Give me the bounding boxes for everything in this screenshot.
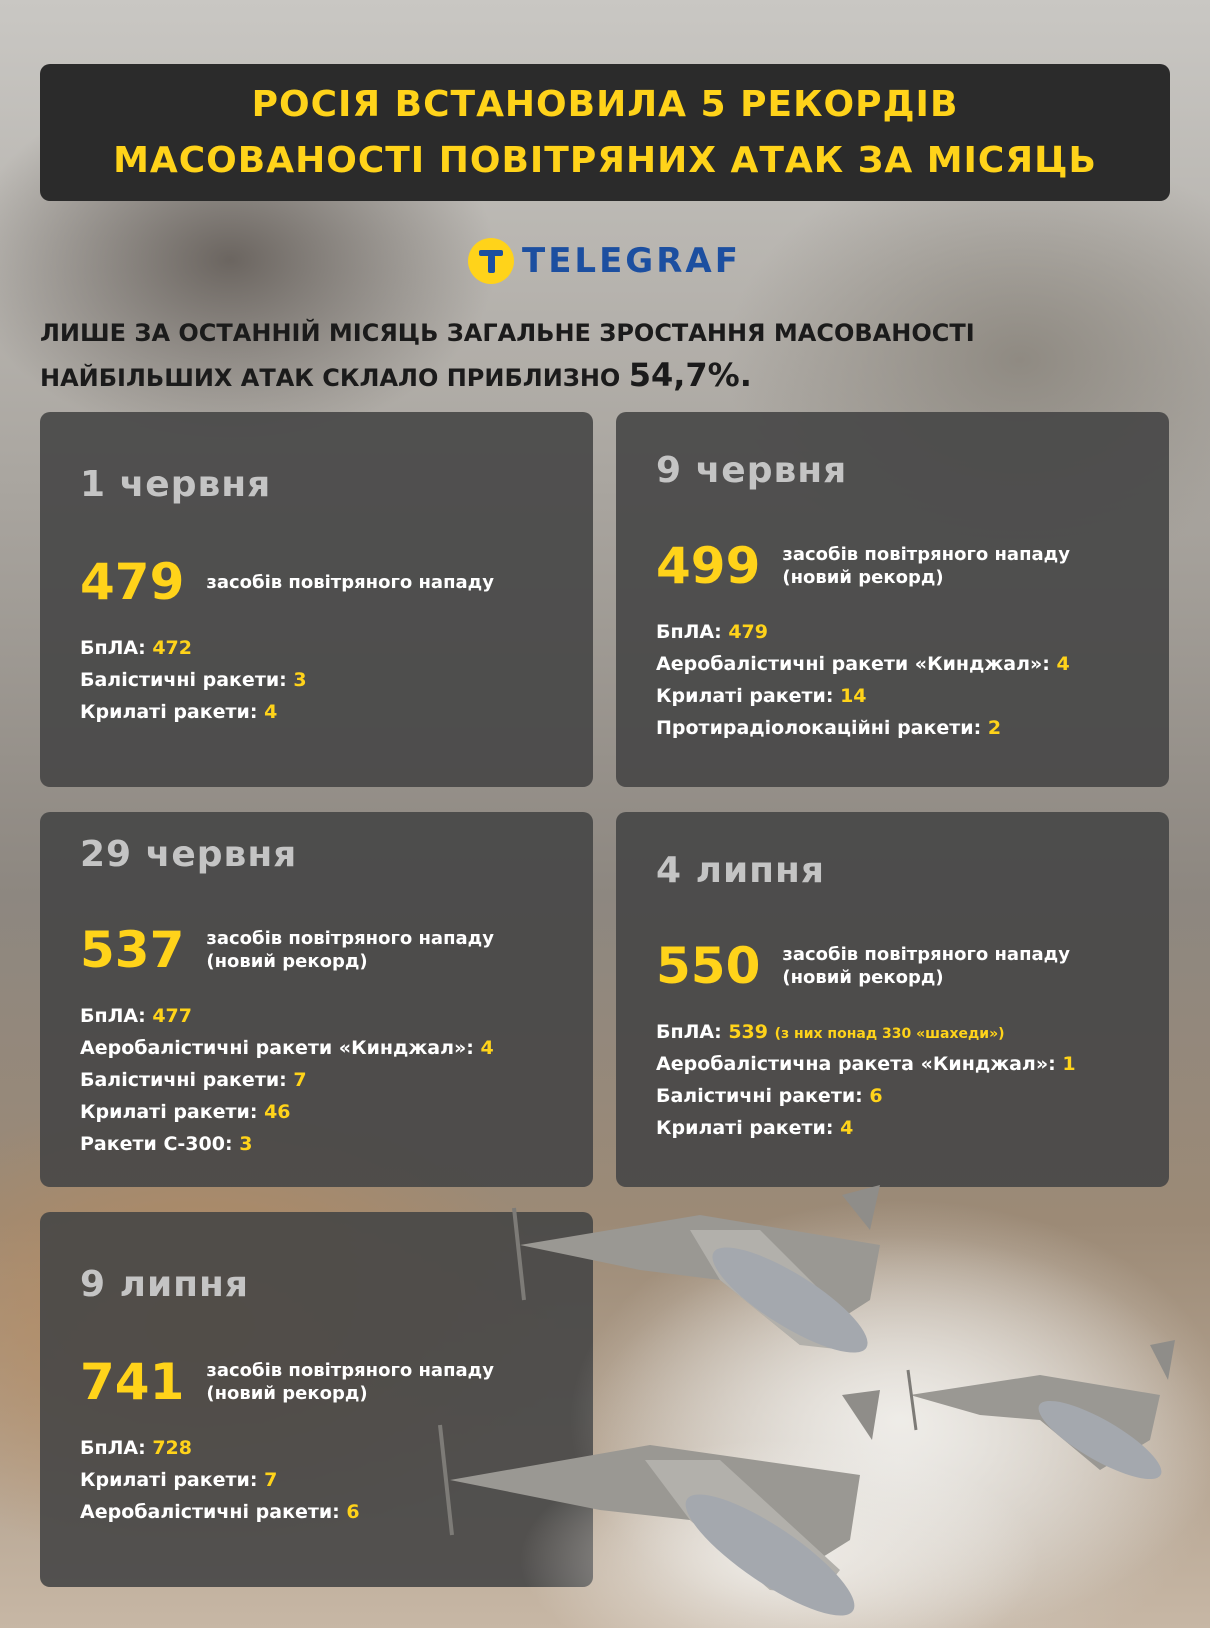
item-label: Аеробалістична ракета «Кинджал»: bbox=[656, 1053, 1056, 1075]
item-value: 4 bbox=[840, 1117, 854, 1139]
list-item bbox=[80, 696, 307, 728]
card-items bbox=[656, 1016, 1076, 1144]
card-date: 1 червня bbox=[80, 464, 272, 505]
card-items bbox=[656, 616, 1070, 744]
list-item bbox=[80, 632, 307, 664]
list-item bbox=[656, 680, 1070, 712]
card-date: 29 червня bbox=[80, 834, 298, 875]
card-subtitle bbox=[206, 571, 494, 594]
smoke-cloud bbox=[520, 1440, 1040, 1628]
item-label: Крилаті ракети: bbox=[80, 1101, 258, 1123]
item-label: Аеробалістичні ракети «Кинджал»: bbox=[80, 1037, 474, 1059]
card-subtitle-line-2: (новий рекорд) bbox=[206, 951, 368, 972]
intro-percentage: 54,7%. bbox=[628, 356, 752, 394]
card-date: 4 липня bbox=[656, 850, 826, 891]
list-item bbox=[656, 712, 1070, 744]
record-card-5 bbox=[40, 1212, 593, 1587]
item-value: 46 bbox=[264, 1101, 291, 1123]
card-total-row bbox=[656, 538, 1070, 594]
item-label: Крилаті ракети: bbox=[80, 701, 258, 723]
item-value: 477 bbox=[152, 1005, 192, 1027]
record-card-1 bbox=[40, 412, 593, 787]
card-subtitle-line-2: (новий рекорд) bbox=[782, 567, 944, 588]
card-total-row bbox=[80, 1354, 494, 1410]
list-item bbox=[80, 1128, 494, 1160]
item-label: БпЛА: bbox=[80, 637, 146, 659]
title-line-2: МАСОВАНОСТІ ПОВІТРЯНИХ АТАК ЗА МІСЯЦЬ bbox=[113, 139, 1097, 181]
item-label: Аеробалістичні ракети «Кинджал»: bbox=[656, 653, 1050, 675]
card-subtitle bbox=[206, 1359, 494, 1405]
item-value: 6 bbox=[869, 1085, 883, 1107]
list-item bbox=[80, 1432, 360, 1464]
card-subtitle-line-1: засобів повітряного нападу bbox=[206, 1360, 494, 1381]
card-total: 741 bbox=[80, 1353, 185, 1411]
item-label: Ракети С-300: bbox=[80, 1133, 233, 1155]
item-note: (з них понад 330 «шахеди») bbox=[774, 1026, 1005, 1042]
list-item bbox=[656, 1016, 1076, 1048]
card-subtitle-line-1: засобів повітряного нападу bbox=[782, 944, 1070, 965]
card-total: 479 bbox=[80, 553, 185, 611]
card-total: 537 bbox=[80, 921, 185, 979]
list-item bbox=[80, 1096, 494, 1128]
card-total-row bbox=[80, 554, 494, 610]
card-total: 499 bbox=[656, 537, 761, 595]
item-label: Крилаті ракети: bbox=[80, 1469, 258, 1491]
list-item bbox=[80, 1064, 494, 1096]
item-value: 539 bbox=[728, 1021, 768, 1043]
intro-line-2 bbox=[40, 354, 1160, 399]
card-subtitle bbox=[782, 943, 1070, 989]
smoke-cloud bbox=[570, 1200, 1210, 1628]
card-items bbox=[80, 632, 307, 728]
item-value: 728 bbox=[152, 1437, 192, 1459]
list-item bbox=[656, 1112, 1076, 1144]
item-label: БпЛА: bbox=[656, 1021, 722, 1043]
item-label: Крилаті ракети: bbox=[656, 1117, 834, 1139]
item-value: 3 bbox=[239, 1133, 253, 1155]
card-subtitle-line-2: (новий рекорд) bbox=[782, 967, 944, 988]
item-value: 1 bbox=[1062, 1053, 1076, 1075]
list-item bbox=[656, 1048, 1076, 1080]
logo-text: TELEGRAF bbox=[522, 241, 741, 281]
item-label: Крилаті ракети: bbox=[656, 685, 834, 707]
card-subtitle-line-1: засобів повітряного нападу bbox=[782, 544, 1070, 565]
card-total-row bbox=[80, 922, 494, 978]
title-banner bbox=[40, 64, 1170, 201]
record-card-2 bbox=[616, 412, 1169, 787]
item-label: Балістичні ракети: bbox=[80, 669, 287, 691]
item-label: БпЛА: bbox=[80, 1437, 146, 1459]
card-items bbox=[80, 1432, 360, 1528]
item-label: Аеробалістичні ракети: bbox=[80, 1501, 340, 1523]
item-value: 4 bbox=[264, 701, 278, 723]
record-card-3 bbox=[40, 812, 593, 1187]
item-value: 7 bbox=[264, 1469, 278, 1491]
item-value: 479 bbox=[728, 621, 768, 643]
list-item bbox=[80, 1032, 494, 1064]
list-item bbox=[80, 1000, 494, 1032]
list-item bbox=[80, 1496, 360, 1528]
card-subtitle bbox=[206, 927, 494, 973]
item-label: БпЛА: bbox=[656, 621, 722, 643]
item-value: 4 bbox=[1056, 653, 1070, 675]
intro-line-1: ЛИШЕ ЗА ОСТАННІЙ МІСЯЦЬ ЗАГАЛЬНЕ ЗРОСТАННЯ МАСОВАНОСТІ bbox=[40, 319, 975, 347]
telegraf-t-icon bbox=[468, 238, 514, 284]
card-total: 550 bbox=[656, 937, 761, 995]
list-item bbox=[80, 664, 307, 696]
item-value: 7 bbox=[293, 1069, 307, 1091]
card-subtitle-line-1: засобів повітряного нападу bbox=[206, 571, 494, 593]
list-item bbox=[656, 648, 1070, 680]
item-label: БпЛА: bbox=[80, 1005, 146, 1027]
list-item bbox=[80, 1464, 360, 1496]
drone-2 bbox=[908, 1340, 1175, 1492]
item-value: 6 bbox=[346, 1501, 360, 1523]
list-item bbox=[656, 1080, 1076, 1112]
card-date: 9 червня bbox=[656, 450, 848, 491]
intro-text bbox=[40, 312, 1160, 399]
card-date: 9 липня bbox=[80, 1264, 250, 1305]
item-label: Балістичні ракети: bbox=[656, 1085, 863, 1107]
item-label: Протирадіолокаційні ракети: bbox=[656, 717, 982, 739]
card-total-row bbox=[656, 938, 1070, 994]
item-value: 14 bbox=[840, 685, 867, 707]
item-value: 2 bbox=[987, 717, 1002, 739]
record-card-4 bbox=[616, 812, 1169, 1187]
title-line-1: РОСІЯ ВСТАНОВИЛА 5 РЕКОРДІВ bbox=[251, 83, 959, 125]
telegraf-logo bbox=[468, 238, 741, 284]
item-value: 3 bbox=[293, 669, 307, 691]
intro-line-2-text: НАЙБІЛЬШИХ АТАК СКЛАЛО ПРИБЛИЗНО bbox=[40, 364, 621, 392]
item-label: Балістичні ракети: bbox=[80, 1069, 287, 1091]
card-subtitle-line-2: (новий рекорд) bbox=[206, 1383, 368, 1404]
item-value: 4 bbox=[480, 1037, 494, 1059]
list-item bbox=[656, 616, 1070, 648]
card-subtitle bbox=[782, 543, 1070, 589]
card-items bbox=[80, 1000, 494, 1160]
item-value: 472 bbox=[152, 637, 192, 659]
card-subtitle-line-1: засобів повітряного нападу bbox=[206, 928, 494, 949]
